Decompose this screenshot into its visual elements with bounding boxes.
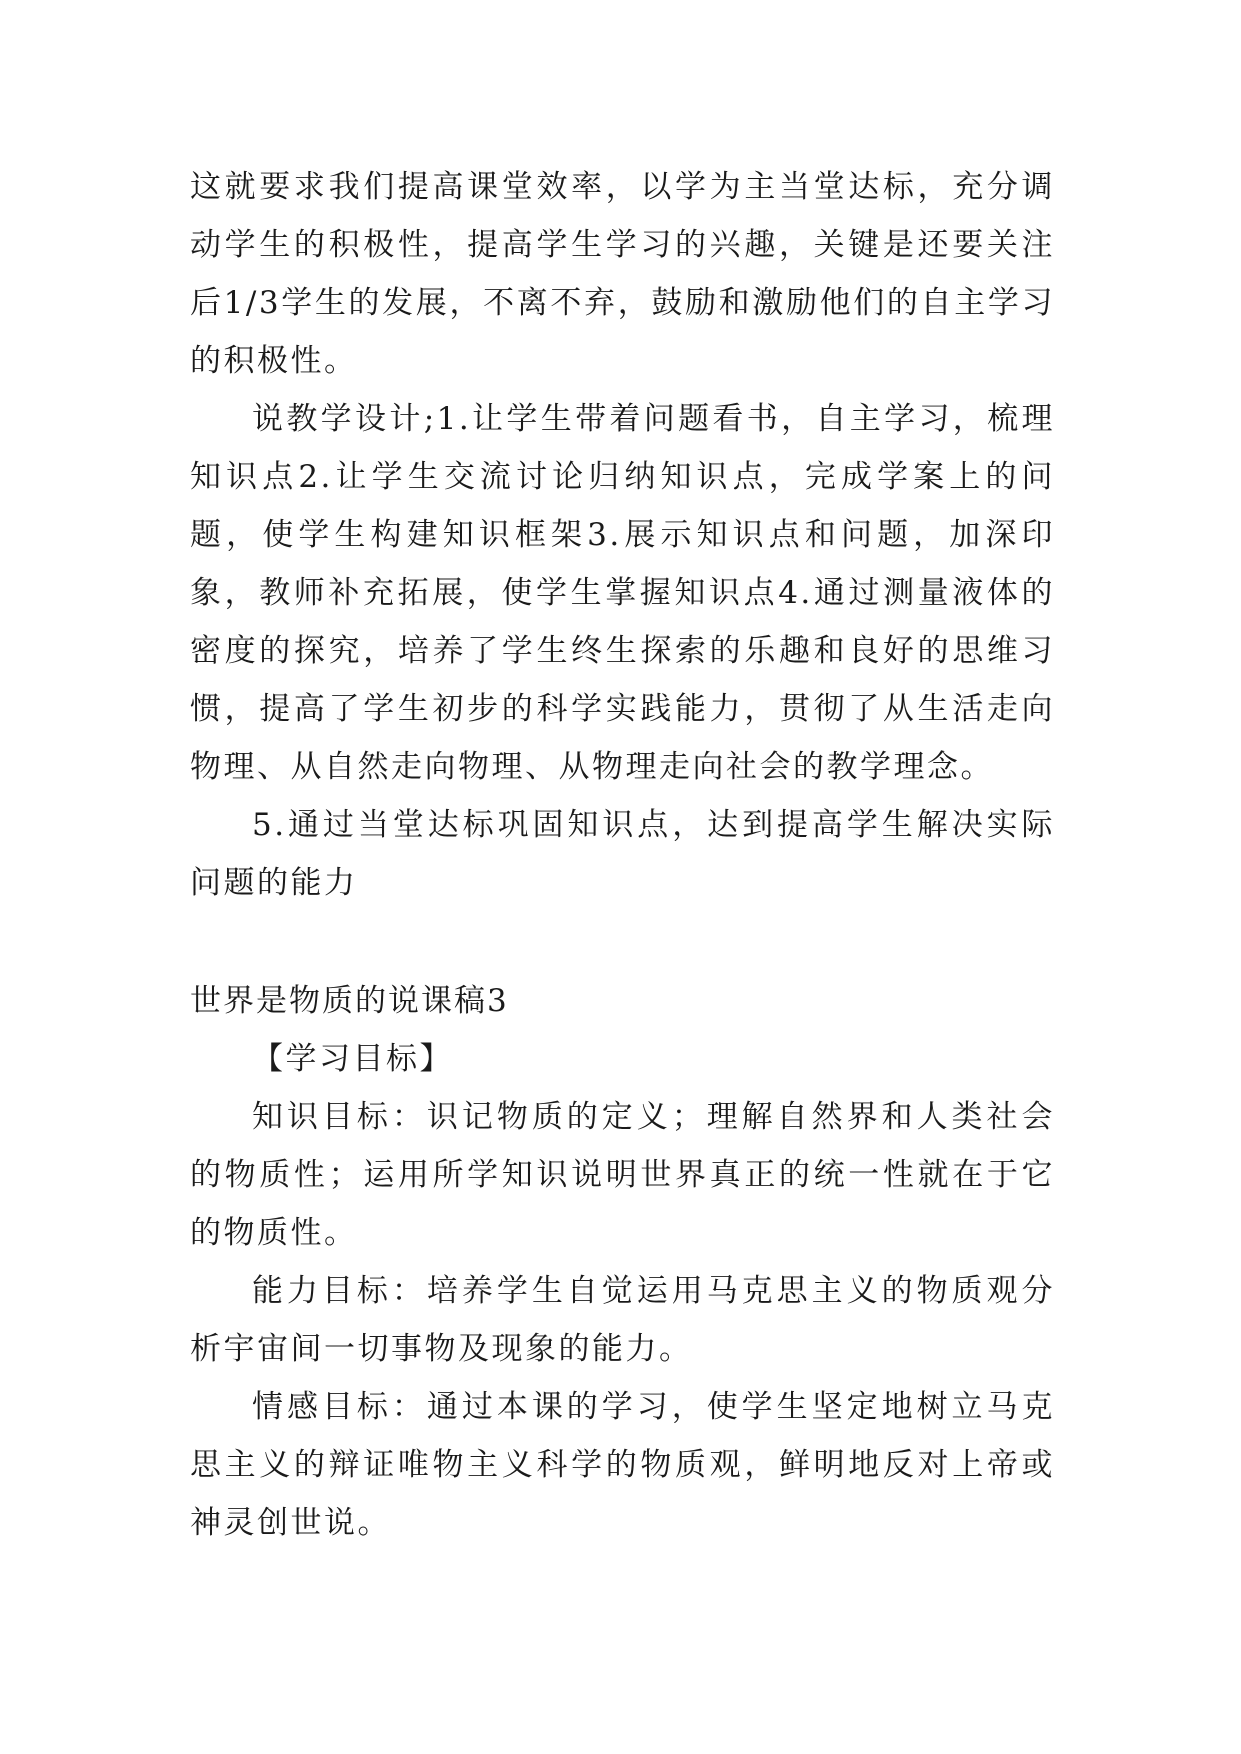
point-five-paragraph: 5.通过当堂达标巩固知识点，达到提高学生解决实际问题的能力 (190, 807, 1055, 901)
learning-goals-heading: 【学习目标】 (252, 1041, 453, 1077)
emotion-goal-paragraph: 情感目标：通过本课的学习，使学生坚定地树立马克思主义的辩证唯物主义科学的物质观，鲜明地反对上帝或神灵创世说。 (190, 1389, 1055, 1541)
teaching-design-paragraph: 说教学设计;1.让学生带着问题看书，自主学习，梳理知识点2.让学生交流讨论归纳知识点，完成学案上的问题，使学生构建知识框架3.展示知识点和问题，加深印象，教师补充拓展，使学生掌握知识点4.通过测量液体的密度的探究，培养了学生终生探索的乐趣和良好的思维习惯，提高了学生初步的科学实践能力，贯彻了从生活走向物理、从自然走向物理、从物理走向社会的教学理念。 (190, 401, 1055, 785)
ability-goal-paragraph: 能力目标：培养学生自觉运用马克思主义的物质观分析宇宙间一切事物及现象的能力。 (190, 1273, 1055, 1367)
section-title: 世界是物质的说课稿3 (190, 983, 509, 1019)
intro-paragraph: 这就要求我们提高课堂效率，以学为主当堂达标，充分调动学生的积极性，提高学生学习的兴趣，关键是还要关注后1/3学生的发展，不离不弃，鼓励和激励他们的自主学习的积极性。 (190, 169, 1055, 379)
knowledge-goal-paragraph: 知识目标：识记物质的定义；理解自然界和人类社会的物质性；运用所学知识说明世界真正的统一性就在于它的物质性。 (190, 1099, 1055, 1251)
